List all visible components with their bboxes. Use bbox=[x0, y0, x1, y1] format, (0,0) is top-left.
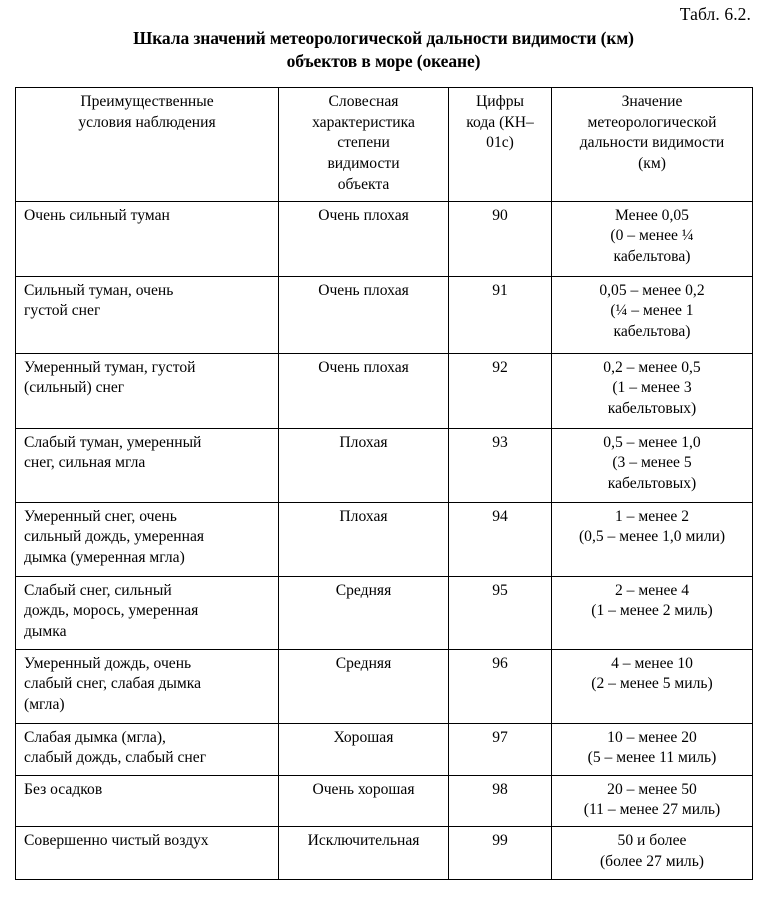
cell-code: 92 bbox=[449, 353, 552, 428]
cell-line: 20 – менее 50 bbox=[607, 780, 697, 798]
cell-line: 50 и более bbox=[617, 832, 687, 850]
page-title bbox=[64, 27, 704, 73]
cell-line: Исключительная bbox=[307, 832, 420, 850]
cell-verbal bbox=[279, 428, 449, 502]
cell-value bbox=[552, 827, 753, 880]
cell-code: 99 bbox=[449, 827, 552, 880]
cell-code: 94 bbox=[449, 502, 552, 576]
cell-value bbox=[552, 353, 753, 428]
cell-line: Слабый туман, умеренный bbox=[24, 433, 202, 451]
cell-line: Средняя bbox=[335, 581, 392, 599]
cell-value bbox=[552, 502, 753, 576]
column-header-conditions-line-1: Преимущественные bbox=[80, 93, 214, 110]
visibility-scale-table-container bbox=[15, 87, 752, 880]
cell-code: 95 bbox=[449, 576, 552, 649]
cell-line: снег, сильная мгла bbox=[24, 454, 146, 472]
cell-line: (1 – менее 2 миль) bbox=[591, 602, 713, 620]
cell-value bbox=[552, 649, 753, 723]
table-row bbox=[16, 723, 753, 775]
page-title-line-2: объектов в море (океане) bbox=[286, 51, 481, 72]
table-body bbox=[16, 201, 753, 879]
cell-line: кабельтова) bbox=[613, 248, 691, 266]
column-header-conditions bbox=[16, 88, 279, 202]
cell-line: 4 – менее 10 bbox=[611, 654, 693, 672]
table-row bbox=[16, 576, 753, 649]
cell-line: кабельтовых) bbox=[607, 475, 697, 493]
table-header bbox=[16, 88, 753, 202]
cell-line: Без осадков bbox=[24, 780, 103, 798]
cell-conditions bbox=[16, 827, 279, 880]
cell-code: 91 bbox=[449, 276, 552, 353]
cell-line: 1 – менее 2 bbox=[614, 507, 690, 525]
cell-line: Сильный туман, очень bbox=[24, 281, 174, 299]
visibility-scale-table bbox=[15, 87, 753, 880]
cell-verbal bbox=[279, 276, 449, 353]
column-header-conditions-line-2: условия наблюдения bbox=[78, 113, 216, 131]
cell-line: дымка bbox=[24, 623, 67, 641]
column-header-code-line-3: 01с) bbox=[486, 134, 514, 152]
cell-line: дымка (умеренная мгла) bbox=[24, 549, 185, 567]
cell-line: Слабый снег, сильный bbox=[24, 581, 172, 599]
cell-line: 0,05 – менее 0,2 bbox=[599, 281, 705, 299]
cell-verbal bbox=[279, 502, 449, 576]
cell-line: 10 – менее 20 bbox=[607, 728, 697, 746]
cell-conditions bbox=[16, 576, 279, 649]
cell-code: 96 bbox=[449, 649, 552, 723]
cell-conditions bbox=[16, 502, 279, 576]
column-header-verbal-line-5: объекта bbox=[337, 175, 390, 193]
table-row bbox=[16, 649, 753, 723]
table-row bbox=[16, 428, 753, 502]
column-header-code bbox=[449, 88, 552, 202]
table-row bbox=[16, 827, 753, 880]
cell-line: (11 – менее 27 миль) bbox=[583, 801, 721, 819]
cell-value bbox=[552, 276, 753, 353]
cell-line: (¼ – менее 1 bbox=[610, 302, 694, 320]
page-title-line-1: Шкала значений метеорологической дальности видимости (км) bbox=[133, 28, 634, 49]
cell-value bbox=[552, 576, 753, 649]
column-header-verbal-line-3: степени bbox=[337, 134, 390, 152]
column-header-value-line-4: (км) bbox=[638, 155, 666, 173]
cell-verbal bbox=[279, 649, 449, 723]
cell-conditions bbox=[16, 649, 279, 723]
cell-line: кабельтова) bbox=[613, 323, 691, 341]
cell-line: Хорошая bbox=[333, 728, 394, 746]
cell-line: Очень хорошая bbox=[312, 780, 415, 798]
cell-code: 98 bbox=[449, 775, 552, 826]
cell-line: дождь, морось, умеренная bbox=[24, 602, 199, 620]
cell-verbal bbox=[279, 576, 449, 649]
cell-code: 90 bbox=[449, 201, 552, 276]
column-header-verbal bbox=[279, 88, 449, 202]
cell-conditions bbox=[16, 201, 279, 276]
column-header-value-line-2: метеорологической bbox=[587, 113, 717, 131]
cell-line: Умеренный туман, густой bbox=[24, 358, 196, 376]
cell-verbal bbox=[279, 201, 449, 276]
column-header-code-line-1: Цифры bbox=[476, 93, 524, 110]
cell-verbal bbox=[279, 353, 449, 428]
cell-verbal bbox=[279, 723, 449, 775]
cell-code: 97 bbox=[449, 723, 552, 775]
cell-line: Очень сильный туман bbox=[24, 206, 170, 224]
cell-line: слабый снег, слабая дымка bbox=[24, 675, 201, 693]
table-row bbox=[16, 502, 753, 576]
cell-line: густой снег bbox=[24, 302, 101, 320]
cell-line: Плохая bbox=[339, 433, 388, 451]
cell-value bbox=[552, 201, 753, 276]
cell-value bbox=[552, 428, 753, 502]
cell-line: (0 – менее ¼ bbox=[610, 227, 694, 245]
cell-conditions bbox=[16, 276, 279, 353]
cell-verbal bbox=[279, 775, 449, 826]
cell-line: Очень плохая bbox=[318, 206, 409, 224]
cell-value bbox=[552, 723, 753, 775]
table-row bbox=[16, 201, 753, 276]
cell-line: (сильный) снег bbox=[24, 379, 125, 397]
cell-line: слабый дождь, слабый снег bbox=[24, 749, 207, 767]
table-row bbox=[16, 276, 753, 353]
cell-line: Очень плохая bbox=[318, 358, 409, 376]
cell-conditions bbox=[16, 775, 279, 826]
cell-line: Менее 0,05 bbox=[615, 206, 689, 224]
cell-line: Средняя bbox=[335, 654, 392, 672]
cell-line: 0,2 – менее 0,5 bbox=[603, 358, 701, 376]
cell-conditions bbox=[16, 723, 279, 775]
cell-line: Слабая дымка (мгла), bbox=[24, 728, 166, 746]
table-number-label: Табл. 6.2. bbox=[679, 4, 751, 24]
cell-line: кабельтовых) bbox=[607, 400, 697, 418]
column-header-verbal-line-1: Словесная bbox=[328, 93, 399, 110]
column-header-verbal-line-4: видимости bbox=[327, 155, 400, 173]
cell-line: 2 – менее 4 bbox=[614, 581, 690, 599]
cell-line: Умеренный снег, очень bbox=[24, 507, 177, 525]
cell-verbal bbox=[279, 827, 449, 880]
cell-line: (0,5 – менее 1,0 мили) bbox=[578, 528, 726, 546]
cell-line: (1 – менее 3 bbox=[612, 379, 692, 397]
table-header-row bbox=[16, 88, 753, 202]
column-header-code-line-2: кода (КН– bbox=[466, 113, 534, 131]
cell-line: 0,5 – менее 1,0 bbox=[603, 433, 701, 451]
table-row bbox=[16, 353, 753, 428]
cell-conditions bbox=[16, 428, 279, 502]
column-header-value bbox=[552, 88, 753, 202]
cell-line: Плохая bbox=[339, 507, 388, 525]
cell-line: (более 27 миль) bbox=[599, 852, 705, 870]
cell-line: (2 – менее 5 миль) bbox=[591, 675, 713, 693]
table-row bbox=[16, 775, 753, 826]
cell-code: 93 bbox=[449, 428, 552, 502]
cell-line: (мгла) bbox=[24, 696, 65, 714]
cell-line: Очень плохая bbox=[318, 281, 409, 299]
cell-conditions bbox=[16, 353, 279, 428]
column-header-value-line-1: Значение bbox=[621, 93, 683, 110]
cell-line: (3 – менее 5 bbox=[612, 454, 692, 472]
cell-line: Умеренный дождь, очень bbox=[24, 654, 192, 672]
cell-line: Совершенно чистый воздух bbox=[24, 832, 209, 850]
column-header-value-line-3: дальности видимости bbox=[579, 134, 725, 152]
cell-line: (5 – менее 11 миль) bbox=[587, 749, 717, 767]
cell-line: сильный дождь, умеренная bbox=[24, 528, 205, 546]
column-header-verbal-line-2: характеристика bbox=[312, 113, 415, 131]
cell-value bbox=[552, 775, 753, 826]
